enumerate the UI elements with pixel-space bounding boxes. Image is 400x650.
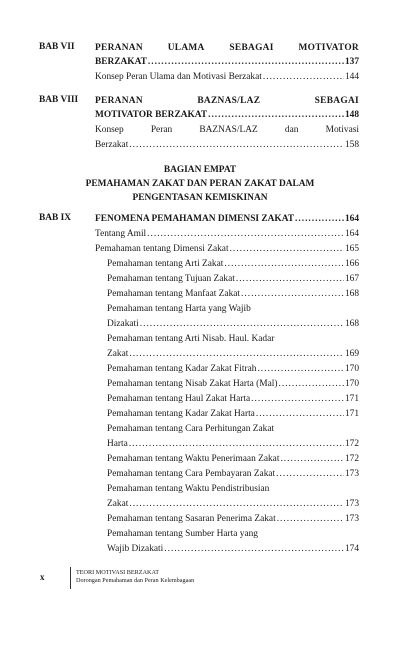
page-number: 144 bbox=[344, 72, 359, 82]
entry-text: Pemahaman tentang Dimensi Zakat bbox=[95, 244, 229, 254]
toc-entry[interactable] bbox=[107, 543, 359, 555]
page-number: 167 bbox=[344, 274, 359, 284]
entry-text: Konsep Peran Ulama dan Motivasi Berzakat bbox=[95, 72, 262, 82]
entry-text: Zakat bbox=[107, 349, 129, 359]
entry-word: Peran bbox=[150, 125, 173, 135]
page-number: 164 bbox=[344, 214, 359, 224]
chapter-title-8-line1 bbox=[95, 95, 359, 107]
footer-divider bbox=[70, 567, 71, 589]
page-number: 166 bbox=[344, 259, 359, 269]
page-number: 173 bbox=[344, 469, 359, 479]
entry-word: BAZNAS/LAZ bbox=[199, 125, 258, 135]
toc-entry[interactable] bbox=[107, 498, 359, 510]
entry-text: Pemahaman tentang Sasaran Penerima Zakat bbox=[107, 514, 276, 524]
part-title-line1: PEMAHAMAN ZAKAT DAN PERAN ZAKAT DALAM bbox=[85, 179, 315, 189]
toc-entry[interactable] bbox=[107, 318, 359, 330]
entry-text: Pemahaman tentang Waktu Penerimaan Zakat bbox=[107, 454, 280, 464]
toc-entry[interactable] bbox=[107, 288, 359, 300]
chapter-label-7: BAB VII bbox=[39, 42, 75, 52]
leader-dots bbox=[224, 258, 344, 270]
entry-text: Dizakati bbox=[107, 319, 139, 329]
toc-entry[interactable] bbox=[107, 468, 359, 480]
page-number: 173 bbox=[344, 499, 359, 509]
part-heading: BAGIAN EMPAT bbox=[163, 165, 237, 175]
folio-page-number: x bbox=[40, 572, 45, 582]
page-number: 158 bbox=[344, 140, 359, 150]
chapter-title-word: MOTIVATOR bbox=[298, 43, 359, 53]
chapter-title-word: SEBAGAI bbox=[314, 96, 359, 106]
page-number: 170 bbox=[344, 364, 359, 374]
toc-entry-chapter-8[interactable] bbox=[95, 109, 359, 121]
entry-text: Pemahaman tentang Kadar Zakat Harta bbox=[107, 409, 255, 419]
leader-dots bbox=[148, 56, 344, 68]
leader-dots bbox=[230, 243, 344, 255]
toc-entry-line1: Pemahaman tentang Arti Nisab. Haul. Kadar bbox=[107, 334, 275, 344]
leader-dots bbox=[208, 109, 344, 121]
toc-entry[interactable] bbox=[95, 71, 359, 83]
leader-dots bbox=[147, 228, 344, 240]
toc-entry[interactable] bbox=[107, 258, 359, 270]
toc-entry[interactable] bbox=[107, 363, 359, 375]
chapter-title-word: PERANAN bbox=[95, 43, 143, 53]
toc-entry[interactable] bbox=[95, 139, 359, 151]
chapter-title-7-line1 bbox=[95, 42, 359, 54]
chapter-title-word: BAZNAS/LAZ bbox=[197, 96, 261, 106]
toc-entry-line1: Pemahaman tentang Cara Perhitungan Zakat bbox=[107, 424, 275, 434]
leader-dots bbox=[276, 468, 344, 480]
entry-text: Pemahaman tentang Arti Zakat bbox=[107, 259, 224, 269]
toc-entry[interactable] bbox=[95, 243, 359, 255]
page-number: 170 bbox=[344, 379, 359, 389]
toc-entry-line1 bbox=[95, 124, 359, 136]
toc-entry[interactable] bbox=[107, 378, 359, 390]
leader-dots bbox=[280, 453, 343, 465]
running-footer-title: TEORI MOTIVASI BERZAKAT bbox=[76, 569, 160, 576]
entry-text: Pemahaman tentang Kadar Zakat Fitrah bbox=[107, 364, 257, 374]
running-footer-subtitle: Dorongan Pemahaman dan Peran Kelembagaan bbox=[76, 577, 195, 584]
toc-entry-line1: Pemahaman tentang Sumber Harta yang bbox=[107, 529, 258, 539]
leader-dots bbox=[263, 71, 344, 83]
leader-dots bbox=[251, 393, 344, 405]
toc-entry[interactable] bbox=[95, 228, 359, 240]
toc-entry[interactable] bbox=[107, 513, 359, 525]
chapter-label-9: BAB IX bbox=[39, 213, 72, 223]
page-number: 168 bbox=[344, 289, 359, 299]
entry-text: Zakat bbox=[107, 499, 129, 509]
leader-dots bbox=[277, 513, 344, 525]
chapter-title-9: FENOMENA PEMAHAMAN DIMENSI ZAKAT bbox=[95, 214, 295, 224]
toc-entry[interactable] bbox=[107, 348, 359, 360]
leader-dots bbox=[241, 288, 344, 300]
page-number: 173 bbox=[344, 514, 359, 524]
leader-dots bbox=[257, 363, 344, 375]
page-number: 172 bbox=[344, 439, 359, 449]
leader-dots bbox=[129, 139, 344, 151]
page-number: 165 bbox=[344, 244, 359, 254]
page-number: 174 bbox=[344, 544, 359, 554]
leader-dots bbox=[279, 378, 344, 390]
entry-word: Konsep bbox=[95, 125, 124, 135]
leader-dots bbox=[256, 408, 344, 420]
entry-text: Berzakat bbox=[95, 140, 129, 150]
entry-text: Pemahaman tentang Haul Zakat Harta bbox=[107, 394, 251, 404]
entry-text: Pemahaman tentang Nisab Zakat Harta (Mal) bbox=[107, 379, 278, 389]
entry-word: dan bbox=[284, 125, 299, 135]
toc-entry-line1: Pemahaman tentang Waktu Pendistribusian bbox=[107, 484, 270, 494]
leader-dots bbox=[164, 543, 344, 555]
page-number: 172 bbox=[344, 454, 359, 464]
page-number: 171 bbox=[344, 409, 359, 419]
chapter-label-8: BAB VIII bbox=[39, 95, 79, 105]
entry-text: Pemahaman tentang Tujuan Zakat bbox=[107, 274, 235, 284]
entry-text: Harta bbox=[107, 439, 128, 449]
chapter-title-7-line2: BERZAKAT bbox=[95, 57, 147, 67]
page-number: 164 bbox=[344, 229, 359, 239]
chapter-title-word: SEBAGAI bbox=[229, 43, 274, 53]
leader-dots bbox=[295, 213, 344, 225]
entry-text: Pemahaman tentang Cara Pembayaran Zakat bbox=[107, 469, 276, 479]
leader-dots bbox=[140, 318, 344, 330]
chapter-title-word: ULAMA bbox=[167, 43, 205, 53]
leader-dots bbox=[129, 348, 344, 360]
chapter-title-word: PERANAN bbox=[95, 96, 143, 106]
toc-entry-line1: Pemahaman tentang Harta yang Wajib bbox=[107, 304, 251, 314]
leader-dots bbox=[129, 438, 344, 450]
page-number: 169 bbox=[344, 349, 359, 359]
page-number: 148 bbox=[344, 110, 359, 120]
entry-text: Wajib Dizakati bbox=[107, 544, 164, 554]
entry-text: Tentang Amil bbox=[95, 229, 147, 239]
page-number: 168 bbox=[344, 319, 359, 329]
part-title-line2: PENGENTASAN KEMISKINAN bbox=[132, 193, 268, 203]
entry-text: Pemahaman tentang Manfaat Zakat bbox=[107, 289, 241, 299]
page-number: 171 bbox=[344, 394, 359, 404]
entry-word: Motivasi bbox=[325, 125, 359, 135]
leader-dots bbox=[129, 498, 344, 510]
toc-entry-chapter-9[interactable] bbox=[95, 213, 359, 225]
toc-entry-chapter-7[interactable] bbox=[95, 56, 359, 68]
toc-entry[interactable] bbox=[107, 273, 359, 285]
toc-entry[interactable] bbox=[107, 393, 359, 405]
toc-entry[interactable] bbox=[107, 408, 359, 420]
toc-entry[interactable] bbox=[107, 453, 359, 465]
toc-entry[interactable] bbox=[107, 438, 359, 450]
chapter-title-8-line2: MOTIVATOR BERZAKAT bbox=[95, 110, 208, 120]
leader-dots bbox=[236, 273, 344, 285]
page-number: 137 bbox=[344, 57, 359, 67]
